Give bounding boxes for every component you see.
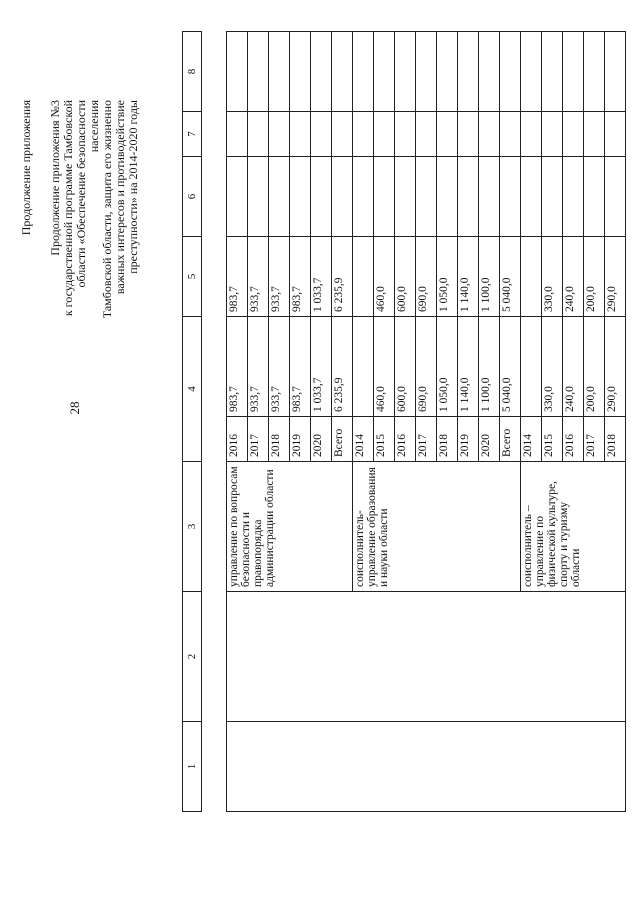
year-cell: 2020: [479, 417, 500, 462]
total-cell: 5 040,0: [500, 317, 521, 417]
col8-cell: [521, 32, 542, 112]
col7-cell: [563, 112, 584, 157]
col5-cell: 1 050,0: [437, 237, 458, 317]
column-number-table: [182, 31, 202, 812]
col5-cell: 200,0: [584, 237, 605, 317]
col6-cell: [500, 157, 521, 237]
year-cell: 2019: [290, 417, 311, 462]
year-cell: 2020: [311, 417, 332, 462]
col8-cell: [605, 32, 626, 112]
col5-cell: 983,7: [227, 237, 248, 317]
year-cell: 2014: [521, 417, 542, 462]
col7-cell: [542, 112, 563, 157]
col5-cell: 983,7: [290, 237, 311, 317]
col8-cell: [563, 32, 584, 112]
header-line-2: к государственной программе Тамбовской: [61, 100, 75, 317]
col6-cell: [353, 157, 374, 237]
col5-cell: 460,0: [374, 237, 395, 317]
header-line-4: Тамбовской области, защита его жизненно: [100, 100, 114, 319]
executor-cell: соисполнитель-управление образования и науки области: [353, 462, 521, 592]
year-cell: 2016: [227, 417, 248, 462]
total-cell: 690,0: [416, 317, 437, 417]
col6-cell: [437, 157, 458, 237]
col8-cell: [500, 32, 521, 112]
col6-cell: [563, 157, 584, 237]
total-cell: 200,0: [584, 317, 605, 417]
col7-cell: [584, 112, 605, 157]
year-cell: Всего: [332, 417, 353, 462]
col5-cell: [521, 237, 542, 317]
col8-cell: [395, 32, 416, 112]
col6-cell: [332, 157, 353, 237]
total-cell: 330,0: [542, 317, 563, 417]
col-number-3: 3: [183, 462, 202, 592]
col6-cell: [479, 157, 500, 237]
table-row: [227, 32, 248, 812]
col-number-4: 4: [183, 317, 202, 462]
col6-cell: [605, 157, 626, 237]
col-number-6: 6: [183, 157, 202, 237]
year-cell: Всего: [500, 417, 521, 462]
col6-cell: [374, 157, 395, 237]
total-cell: 240,0: [563, 317, 584, 417]
total-cell: 1 050,0: [437, 317, 458, 417]
year-cell: 2015: [542, 417, 563, 462]
col7-cell: [395, 112, 416, 157]
year-cell: 2016: [395, 417, 416, 462]
main-table-wrapper: [226, 32, 618, 812]
col8-cell: [332, 32, 353, 112]
col8-cell: [227, 32, 248, 112]
col7-cell: [416, 112, 437, 157]
col6-cell: [542, 157, 563, 237]
col7-cell: [437, 112, 458, 157]
col7-cell: [248, 112, 269, 157]
year-cell: 2018: [269, 417, 290, 462]
col5-cell: 290,0: [605, 237, 626, 317]
col5-cell: 690,0: [416, 237, 437, 317]
total-cell: 460,0: [374, 317, 395, 417]
col7-cell: [269, 112, 290, 157]
col5-cell: [353, 237, 374, 317]
col7-cell: [227, 112, 248, 157]
col7-cell: [458, 112, 479, 157]
col7-cell: [311, 112, 332, 157]
total-cell: 1 033,7: [311, 317, 332, 417]
col1-cell: [227, 722, 626, 812]
total-cell: [353, 317, 374, 417]
col8-cell: [458, 32, 479, 112]
year-cell: 2019: [458, 417, 479, 462]
col6-cell: [248, 157, 269, 237]
year-cell: 2017: [416, 417, 437, 462]
col-number-7: 7: [183, 112, 202, 157]
col5-cell: 330,0: [542, 237, 563, 317]
total-cell: 1 140,0: [458, 317, 479, 417]
col5-cell: 1 140,0: [458, 237, 479, 317]
col8-cell: [290, 32, 311, 112]
col5-cell: 240,0: [563, 237, 584, 317]
col-number-2: 2: [183, 592, 202, 722]
year-cell: 2018: [605, 417, 626, 462]
header-line-3: области «Обеспечение безопасности населения: [74, 100, 101, 288]
header-continuation: Продолжение приложения: [19, 100, 33, 236]
col8-cell: [542, 32, 563, 112]
col8-cell: [269, 32, 290, 112]
total-cell: 1 100,0: [479, 317, 500, 417]
col5-cell: 933,7: [269, 237, 290, 317]
col8-cell: [416, 32, 437, 112]
header-line-5: важных интересов и противодействие: [113, 100, 127, 295]
col8-cell: [479, 32, 500, 112]
col6-cell: [395, 157, 416, 237]
column-number-strip: [182, 32, 230, 812]
total-cell: 600,0: [395, 317, 416, 417]
col8-cell: [437, 32, 458, 112]
header-line-1: Продолжение приложения №3: [48, 100, 62, 256]
total-cell: 983,7: [227, 317, 248, 417]
total-cell: 290,0: [605, 317, 626, 417]
executor-cell: управление по вопросам безопасности и правопорядка администрации области: [227, 462, 353, 592]
col7-cell: [605, 112, 626, 157]
col8-cell: [311, 32, 332, 112]
total-cell: 933,7: [248, 317, 269, 417]
col-number-1: 1: [183, 722, 202, 812]
col5-cell: 1 100,0: [479, 237, 500, 317]
col-number-8: 8: [183, 32, 202, 112]
year-cell: 2017: [584, 417, 605, 462]
header-line-6: преступности» на 2014-2020 годы: [126, 100, 140, 274]
total-cell: [521, 317, 542, 417]
col5-cell: 1 033,7: [311, 237, 332, 317]
col6-cell: [416, 157, 437, 237]
col6-cell: [521, 157, 542, 237]
total-cell: 933,7: [269, 317, 290, 417]
col2-cell: [227, 592, 626, 722]
col-number-5: 5: [183, 237, 202, 317]
col5-cell: 600,0: [395, 237, 416, 317]
year-cell: 2015: [374, 417, 395, 462]
col7-cell: [374, 112, 395, 157]
col7-cell: [353, 112, 374, 157]
col8-cell: [353, 32, 374, 112]
page-number: 28: [67, 401, 82, 415]
col8-cell: [248, 32, 269, 112]
col6-cell: [269, 157, 290, 237]
col5-cell: 933,7: [248, 237, 269, 317]
col5-cell: 5 040,0: [500, 237, 521, 317]
total-cell: 983,7: [290, 317, 311, 417]
year-cell: 2017: [248, 417, 269, 462]
col7-cell: [290, 112, 311, 157]
col6-cell: [227, 157, 248, 237]
col8-cell: [584, 32, 605, 112]
year-cell: 2014: [353, 417, 374, 462]
executor-cell: соисполнитель – управление по физической культуре, спорту и туризму области: [521, 462, 626, 592]
year-cell: 2018: [437, 417, 458, 462]
year-cell: 2016: [563, 417, 584, 462]
col7-cell: [332, 112, 353, 157]
col7-cell: [479, 112, 500, 157]
total-cell: 6 235,9: [332, 317, 353, 417]
col5-cell: 6 235,9: [332, 237, 353, 317]
col6-cell: [311, 157, 332, 237]
col6-cell: [458, 157, 479, 237]
col6-cell: [290, 157, 311, 237]
col7-cell: [500, 112, 521, 157]
main-table: [226, 31, 626, 812]
col8-cell: [374, 32, 395, 112]
col6-cell: [584, 157, 605, 237]
col7-cell: [521, 112, 542, 157]
